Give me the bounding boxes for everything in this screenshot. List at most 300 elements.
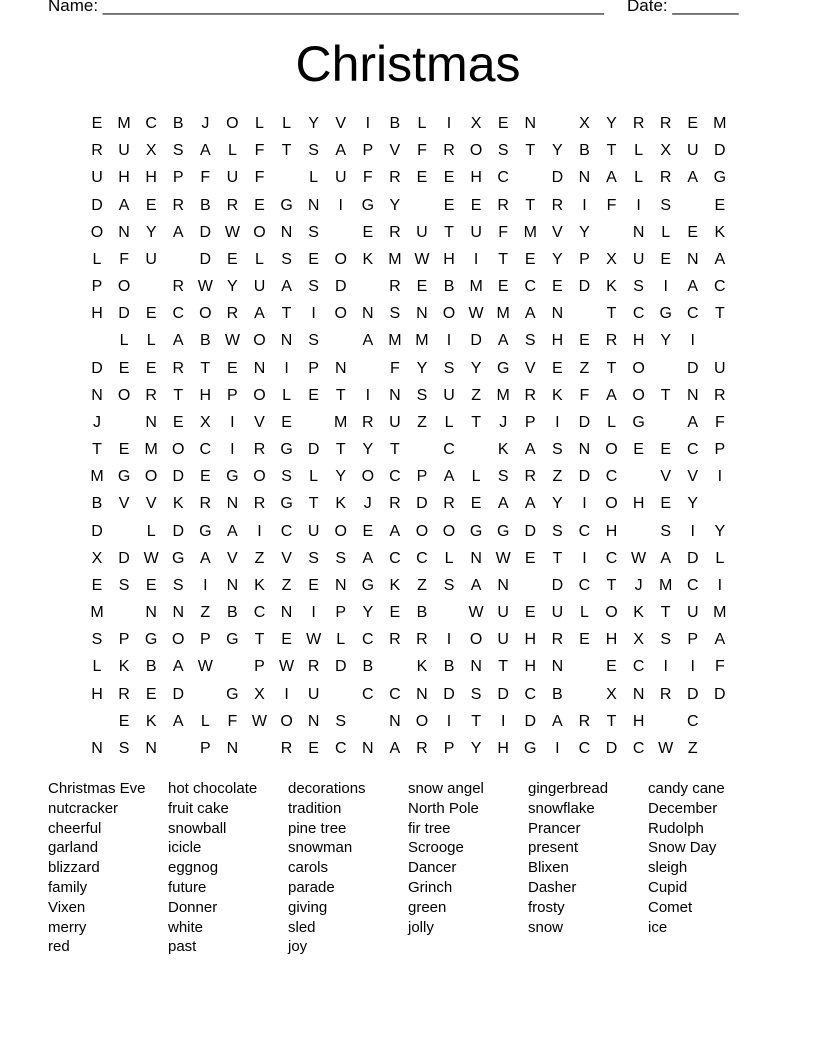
grid-letter: N (686, 250, 699, 268)
grid-letter: O (253, 332, 266, 350)
grid-letter: P (579, 250, 590, 268)
word-item: snow angel (408, 780, 484, 797)
grid-letter: H (551, 332, 564, 350)
grid-letter: U (443, 386, 455, 404)
grid-letter: A (497, 332, 509, 350)
grid-letter: H (497, 739, 509, 757)
grid-letter: T (335, 386, 346, 404)
grid-letter: E (91, 115, 103, 132)
grid-letter: Y (335, 468, 347, 486)
grid-letter: Z (200, 604, 211, 622)
grid-letter: N (416, 305, 428, 323)
grid-letter: Z (552, 468, 563, 486)
grid-letter: E (660, 441, 671, 459)
word-item: Snow Day (648, 839, 717, 857)
grid-letter: A (687, 278, 699, 296)
grid-letter: S (497, 468, 509, 486)
grid-letter: C (632, 305, 645, 323)
grid-letter: C (416, 549, 428, 567)
grid-letter: R (389, 169, 401, 187)
grid-letter: O (442, 305, 456, 323)
grid-letter: E (91, 576, 103, 594)
grid-letter: O (334, 305, 347, 323)
name-line[interactable]: _____________________________________________________ (102, 0, 604, 15)
grid-letter: E (389, 604, 401, 622)
grid-letter: A (335, 142, 347, 160)
grid-letter: I (257, 522, 262, 540)
grid-letter: I (582, 495, 587, 513)
grid-letter: X (660, 142, 671, 160)
grid-letter: E (254, 196, 265, 214)
grid-letter: W (251, 712, 268, 730)
word-item: sled (288, 918, 316, 936)
grid-letter: D (118, 305, 130, 323)
grid-letter: O (226, 115, 239, 132)
grid-letter: A (389, 522, 401, 540)
grid-letter: O (415, 712, 429, 730)
grid-letter: I (203, 576, 208, 594)
grid-letter: E (281, 631, 292, 649)
grid-letter: I (338, 196, 343, 214)
grid-letter: N (145, 739, 157, 757)
word-item: gingerbread (528, 780, 609, 797)
grid-letter: U (551, 604, 564, 622)
grid-letter: T (552, 549, 563, 567)
grid-letter: C (145, 115, 157, 132)
grid-letter: T (498, 658, 509, 676)
grid-letter: I (690, 332, 695, 350)
grid-letter: N (389, 712, 401, 730)
grid-letter: C (199, 441, 212, 459)
grid-letter: E (308, 576, 319, 594)
word-item: Donner (168, 898, 218, 916)
grid-letter: C (334, 739, 347, 757)
grid-letter: J (201, 115, 210, 132)
grid-letter: T (606, 576, 617, 594)
grid-letter: F (389, 359, 400, 377)
word-item: Comet (648, 898, 693, 916)
grid-letter: P (443, 739, 455, 757)
word-item: family (48, 878, 88, 896)
grid-letter: F (606, 196, 617, 214)
grid-letter: A (199, 549, 211, 567)
grid-letter: Y (145, 223, 157, 241)
word-item: sleigh (648, 859, 688, 877)
word-column (648, 779, 768, 937)
grid-letter: N (632, 685, 645, 703)
grid-letter: P (118, 631, 130, 649)
grid-letter: O (334, 522, 347, 540)
grid-letter: X (145, 142, 157, 160)
date-field[interactable] (627, 0, 739, 16)
grid-letter: O (469, 142, 483, 160)
grid-letter: U (91, 169, 103, 187)
grid-letter: A (552, 712, 563, 730)
grid-letter: S (308, 332, 319, 350)
grid-letter: G (226, 685, 239, 703)
grid-letter: W (224, 223, 240, 241)
grid-letter: P (687, 631, 699, 649)
grid-letter: O (605, 441, 618, 459)
grid-letter: P (308, 359, 319, 377)
word-item: merry (48, 918, 87, 936)
grid-letter: O (632, 386, 645, 404)
grid-letter: T (498, 250, 509, 268)
grid-letter: R (199, 495, 212, 513)
grid-letter: M (90, 604, 104, 622)
grid-letter: U (497, 631, 509, 649)
grid-letter: A (227, 522, 238, 540)
grid-letter: E (118, 359, 130, 377)
grid-letter: R (605, 332, 618, 350)
grid-letter: N (307, 196, 320, 214)
grid-letter: H (632, 332, 645, 350)
grid-letter: N (497, 576, 509, 594)
grid-letter: C (686, 576, 699, 594)
grid-letter: T (200, 359, 211, 377)
grid-letter: E (714, 196, 726, 214)
grid-letter: I (446, 712, 452, 730)
grid-letter: N (307, 712, 320, 730)
grid-letter: H (145, 169, 157, 187)
grid-letter: G (144, 631, 158, 649)
grid-letter: M (388, 332, 402, 350)
grid-letter: S (389, 305, 401, 323)
grid-letter: K (254, 576, 265, 594)
grid-letter: R (172, 278, 185, 296)
grid-letter: E (660, 250, 671, 268)
grid-letter: T (389, 441, 400, 459)
grid-letter: I (663, 658, 668, 676)
grid-letter: R (714, 386, 726, 404)
grid-letter: A (172, 223, 184, 241)
grid-letter: G (496, 522, 510, 540)
grid-letter: G (280, 196, 293, 214)
grid-letter: L (444, 413, 454, 431)
word-item: Prancer (528, 819, 581, 837)
grid-letter: U (118, 142, 130, 160)
grid-letter: D (470, 332, 482, 350)
grid-letter: E (524, 549, 536, 567)
grid-letter: E (497, 278, 509, 296)
grid-letter: R (253, 441, 266, 459)
grid-letter: B (389, 115, 401, 132)
grid-letter: A (172, 658, 184, 676)
grid-letter: G (496, 359, 510, 377)
grid-letter: S (308, 223, 319, 241)
grid-letter: P (91, 278, 103, 296)
word-item: carols (288, 859, 329, 877)
grid-letter: G (632, 413, 645, 431)
grid-letter: T (660, 386, 671, 404)
grid-letter: N (226, 739, 239, 757)
grid-letter: M (496, 386, 510, 404)
grid-letter: P (362, 142, 374, 160)
word-item: Rudolph (648, 819, 704, 837)
grid-letter: T (606, 305, 617, 323)
grid-letter: C (714, 278, 726, 296)
grid-letter: E (118, 441, 130, 459)
grid-letter: L (417, 115, 427, 132)
grid-letter: Y (470, 739, 482, 757)
grid-letter: V (687, 468, 699, 486)
grid-letter: Y (227, 278, 238, 296)
grid-letter: K (335, 495, 347, 513)
grid-letter: I (690, 522, 695, 540)
grid-letter: F (119, 250, 129, 268)
grid-letter: B (199, 332, 211, 350)
page-title: Christmas (295, 36, 521, 92)
grid-letter: A (687, 413, 699, 431)
grid-letter: C (686, 712, 699, 730)
grid-letter: M (523, 223, 537, 241)
grid-letter: L (444, 549, 454, 567)
word-item: Dancer (408, 859, 457, 877)
grid-letter: E (362, 522, 374, 540)
grid-letter: R (659, 685, 672, 703)
grid-letter: R (443, 495, 455, 513)
grid-letter: D (551, 169, 564, 187)
grid-letter: U (497, 604, 509, 622)
grid-letter: V (524, 359, 536, 377)
grid-letter: T (471, 712, 481, 730)
grid-letter: C (605, 549, 618, 567)
grid-letter: P (172, 169, 184, 187)
grid-letter: C (389, 549, 401, 567)
grid-letter: U (714, 359, 726, 377)
grid-letter: S (172, 142, 184, 160)
grid-letter: B (91, 495, 103, 513)
grid-letter: L (255, 115, 264, 132)
grid-letter: S (660, 196, 671, 214)
grid-letter: B (552, 685, 563, 703)
grid-letter: I (717, 468, 723, 486)
grid-letter: C (172, 305, 185, 323)
grid-letter: K (714, 223, 726, 241)
grid-letter: E (145, 196, 157, 214)
grid-letter: T (525, 142, 536, 160)
grid-letter: G (226, 468, 239, 486)
grid-letter: U (470, 223, 482, 241)
grid-letter: I (582, 549, 587, 567)
grid-letter: H (443, 250, 455, 268)
grid-letter: Y (470, 359, 482, 377)
grid-letter: H (605, 522, 618, 540)
grid-letter: H (91, 685, 103, 703)
grid-letter: T (281, 305, 292, 323)
grid-letter: D (714, 142, 726, 160)
grid-letter: S (335, 549, 347, 567)
grid-letter: E (579, 631, 590, 649)
grid-letter: X (470, 115, 482, 132)
grid-letter: R (307, 658, 320, 676)
grid-letter: D (334, 278, 347, 296)
grid-letter: E (145, 305, 157, 323)
word-item: Scrooge (408, 839, 464, 857)
grid-letter: O (90, 223, 104, 241)
grid-letter: H (91, 305, 103, 323)
date-label: Date: (627, 0, 668, 15)
grid-letter: A (362, 549, 374, 567)
grid-letter: O (253, 386, 266, 404)
grid-letter: R (145, 386, 157, 404)
grid-letter: C (578, 576, 591, 594)
grid-letter: T (444, 223, 454, 241)
word-item: decorations (288, 780, 366, 797)
grid-letter: M (90, 468, 104, 486)
grid-letter: U (145, 250, 157, 268)
grid-letter: I (690, 658, 695, 676)
grid-letter: W (495, 549, 511, 567)
grid-letter: C (497, 169, 509, 187)
grid-letter: E (606, 658, 617, 676)
grid-letter: C (578, 739, 591, 757)
grid-letter: N (470, 549, 482, 567)
grid-letter: K (552, 386, 563, 404)
grid-letter: A (443, 468, 455, 486)
grid-letter: Y (308, 115, 319, 132)
grid-letter: Y (416, 359, 428, 377)
grid-letter: R (659, 115, 672, 132)
grid-letter: S (172, 576, 184, 594)
grid-letter: K (118, 658, 130, 676)
grid-letter: I (663, 278, 668, 296)
grid-letter: F (254, 169, 265, 187)
grid-letter: D (334, 658, 347, 676)
grid-letter: G (172, 549, 185, 567)
grid-letter: T (92, 441, 102, 459)
grid-letter: Y (660, 332, 671, 350)
grid-letter: E (552, 278, 563, 296)
grid-letter: L (282, 115, 291, 132)
grid-letter: S (416, 386, 428, 404)
grid-letter: O (605, 604, 618, 622)
grid-letter: S (281, 250, 292, 268)
grid-letter: N (551, 305, 564, 323)
grid-letter: S (633, 278, 644, 296)
grid-letter: C (524, 278, 537, 296)
word-column (408, 779, 528, 937)
grid-letter: N (334, 359, 347, 377)
grid-letter: D (686, 685, 699, 703)
word-item: joy (288, 938, 308, 956)
grid-letter: A (199, 142, 211, 160)
grid-letter: D (686, 549, 699, 567)
grid-letter: W (278, 658, 295, 676)
grid-letter: R (172, 359, 185, 377)
grid-letter: G (361, 576, 375, 594)
grid-letter: U (334, 169, 347, 187)
grid-letter: C (632, 739, 645, 757)
grid-letter: X (633, 631, 644, 649)
grid-letter: M (496, 305, 510, 323)
grid-letter: A (118, 196, 130, 214)
grid-letter: H (199, 386, 212, 404)
grid-letter: Z (579, 359, 590, 377)
word-item: cheerful (48, 819, 102, 837)
grid-letter: D (714, 685, 726, 703)
grid-letter: B (416, 604, 428, 622)
grid-letter: T (714, 305, 725, 323)
grid-letter: O (253, 223, 266, 241)
grid-letter: B (227, 604, 238, 622)
grid-letter: E (470, 196, 482, 214)
grid-letter: P (199, 631, 211, 649)
grid-letter: G (199, 522, 212, 540)
grid-letter: Z (687, 739, 698, 757)
grid-letter: D (172, 468, 185, 486)
grid-letter: S (308, 142, 319, 160)
grid-letter: E (308, 739, 319, 757)
grid-letter: D (91, 522, 103, 540)
grid-letter: L (227, 142, 237, 160)
grid-letter: R (443, 142, 455, 160)
grid-letter: T (281, 142, 292, 160)
grid-letter: C (632, 658, 645, 676)
grid-letter: Z (417, 413, 427, 431)
grid-letter: M (659, 576, 673, 594)
grid-letter: N (551, 658, 564, 676)
word-item: jolly (408, 918, 434, 936)
grid-letter: J (93, 413, 101, 431)
grid-letter: N (226, 495, 239, 513)
word-item: icicle (168, 839, 202, 857)
grid-letter: O (280, 712, 293, 730)
grid-letter: I (230, 441, 235, 459)
grid-letter: O (117, 386, 131, 404)
grid-letter: D (172, 685, 185, 703)
grid-letter: W (143, 549, 159, 567)
grid-letter: L (661, 223, 671, 241)
name-label: Name: (48, 0, 99, 15)
grid-letter: Z (254, 549, 265, 567)
grid-letter: V (118, 495, 130, 513)
grid-letter: C (524, 685, 537, 703)
grid-letter: U (307, 685, 320, 703)
grid-letter: K (172, 495, 184, 513)
grid-letter: G (659, 305, 672, 323)
grid-letter: R (226, 196, 239, 214)
word-item: green (408, 898, 447, 916)
grid-letter: F (254, 142, 265, 160)
grid-letter: X (606, 250, 617, 268)
grid-letter: T (606, 142, 617, 160)
grid-letter: L (92, 250, 102, 268)
grid-letter: V (145, 495, 157, 513)
grid-letter: E (118, 712, 130, 730)
grid-letter: R (659, 169, 672, 187)
grid-letter: W (631, 549, 647, 567)
grid-letter: S (308, 278, 319, 296)
grid-letter: E (308, 386, 319, 404)
grid-letter: Y (687, 495, 699, 513)
grid-letter: I (284, 685, 289, 703)
name-field[interactable] (48, 0, 604, 16)
grid-letter: R (551, 631, 564, 649)
grid-letter: R (416, 739, 428, 757)
date-line[interactable]: _______ (672, 0, 739, 15)
grid-letter: R (578, 712, 591, 730)
word-item: snowman (288, 839, 353, 857)
grid-letter: C (578, 522, 591, 540)
grid-letter: L (336, 631, 346, 649)
grid-letter: E (145, 685, 157, 703)
grid-letter: D (307, 441, 320, 459)
grid-letter: A (497, 495, 509, 513)
word-item: pine tree (288, 819, 347, 837)
grid-letter: N (578, 441, 591, 459)
grid-letter: A (660, 549, 671, 567)
